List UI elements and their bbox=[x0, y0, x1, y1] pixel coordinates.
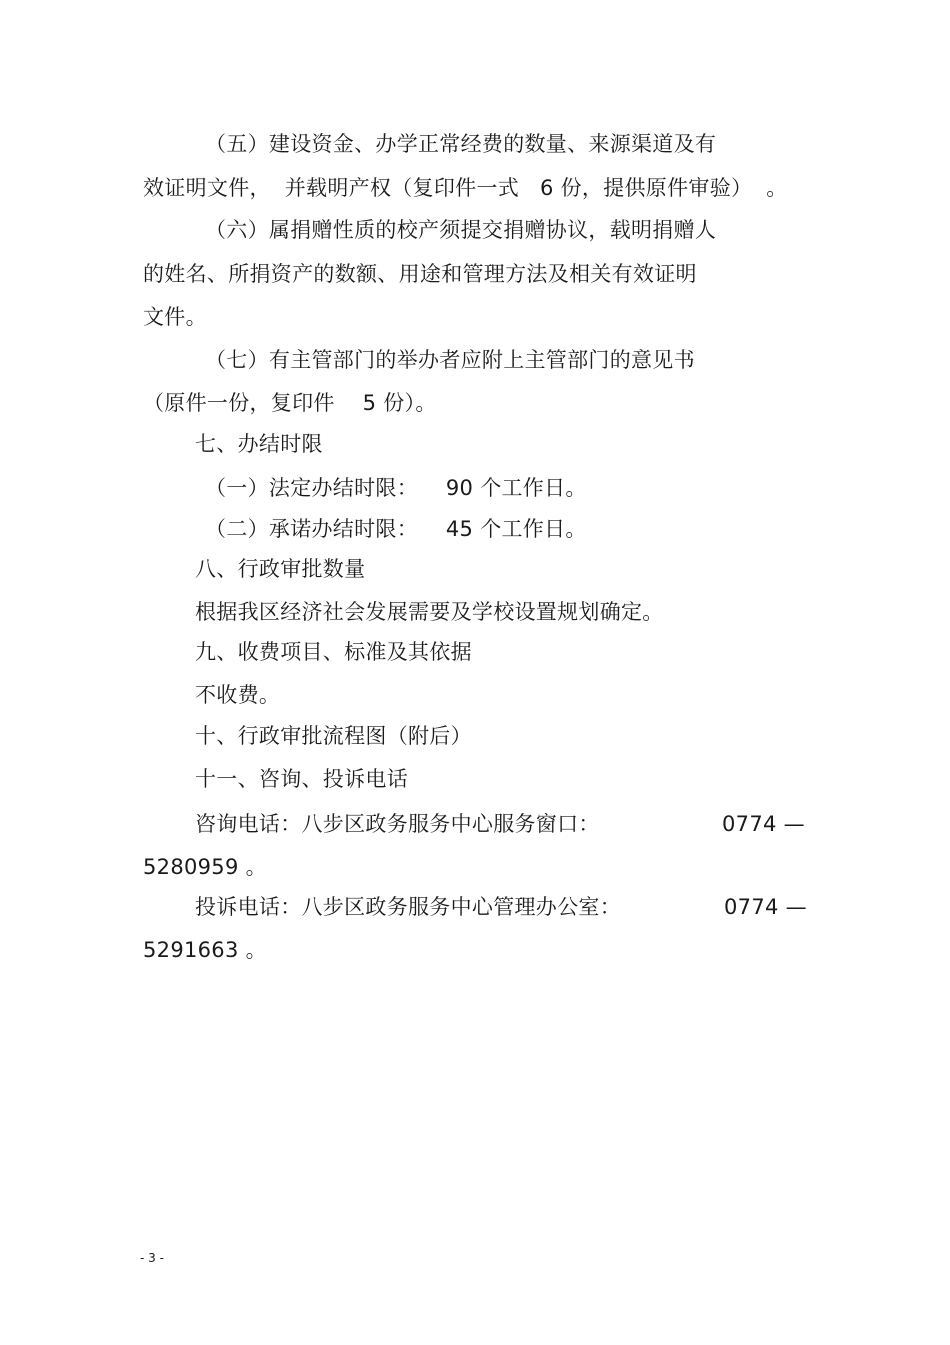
complaint-phone-area-code: 0774 — bbox=[724, 895, 807, 919]
section-7-heading: 七、办结时限 bbox=[195, 432, 323, 456]
section-10-heading: 十、行政审批流程图（附后） bbox=[195, 724, 472, 748]
complaint-phone-label: 投诉电话：八步区政务服务中心管理办公室： bbox=[195, 895, 621, 919]
item-7-line-2: （原件一份，复印件 5 份）。 bbox=[143, 391, 437, 415]
consult-phone-number: 5280959 。 bbox=[143, 855, 267, 879]
section-9-heading: 九、收费项目、标准及其依据 bbox=[195, 640, 472, 664]
legal-time-limit: （一）法定办结时限： 90 个工作日。 bbox=[205, 476, 587, 500]
promised-time-limit: （二）承诺办结时限： 45 个工作日。 bbox=[205, 517, 587, 541]
complaint-phone-number: 5291663 。 bbox=[143, 938, 267, 962]
section-9-text: 不收费。 bbox=[195, 683, 281, 707]
item-5-line-2: 效证明文件， 并载明产权（复印件一式 6 份，提供原件审验） 。 bbox=[143, 176, 788, 200]
item-6-line-2: 的姓名、所捐资产的数额、用途和管理方法及相关有效证明 bbox=[143, 262, 697, 286]
consult-phone-area-code: 0774 — bbox=[722, 812, 805, 836]
section-11-heading: 十一、咨询、投诉电话 bbox=[195, 767, 408, 791]
consult-phone-label: 咨询电话：八步区政务服务中心服务窗口： bbox=[195, 812, 600, 836]
item-6-line-3: 文件。 bbox=[143, 305, 207, 329]
section-8-heading: 八、行政审批数量 bbox=[195, 557, 366, 581]
section-8-text: 根据我区经济社会发展需要及学校设置规划确定。 bbox=[195, 600, 664, 624]
item-5-line-1: （五）建设资金、办学正常经费的数量、来源渠道及有 bbox=[205, 132, 717, 156]
page-number: - 3 - bbox=[140, 1251, 164, 1265]
item-7-line-1: （七）有主管部门的举办者应附上主管部门的意见书 bbox=[205, 348, 695, 372]
item-6-line-1: （六）属捐赠性质的校产须提交捐赠协议，载明捐赠人 bbox=[205, 218, 717, 242]
